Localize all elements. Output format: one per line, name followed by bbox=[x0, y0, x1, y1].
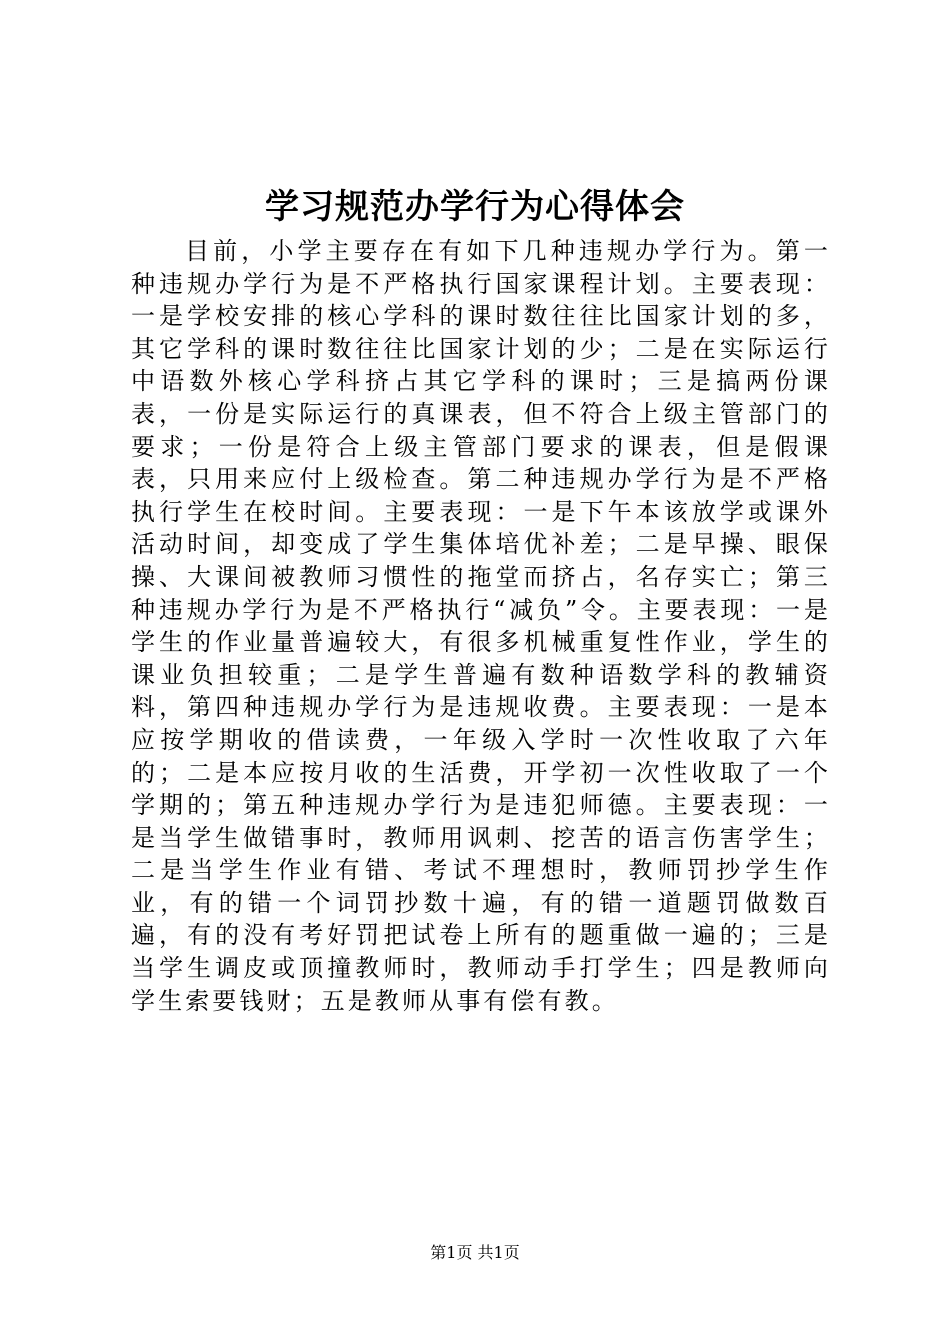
body-paragraph: 目前，小学主要存在有如下几种违规办学行为。第一种违规办学行为是不严格执行国家课程计划。主要表现：一是学校安排的核心学科的课时数往往比国家计划的多，其它学科的课时数往往比国家计划的少；二是在实际运行中语数外核心学科挤占其它学科的课时；三是搞两份课表，一份是实际运行的真课表，但不符合上级主管部门的要求；一份是符合上级主管部门要求的课表，但是假课表，只用来应付上级检查。第二种违规办学行为是不严格执行学生在校时间。主要表现：一是下午本该放学或课外活动时间，却变成了学生集体培优补差；二是早操、眼保操、大课间被教师习惯性的拖堂而挤占，名存实亡；第三种违规办学行为是不严格执行“减负”令。主要表现：一是学生的作业量普遍较大，有很多机械重复性作业，学生的课业负担较重；二是学生普遍有数种语数学科的教辅资料，第四种违规办学行为是违规收费。主要表现：一是本应按学期收的借读费，一年级入学时一次性收取了六年的；二是本应按月收的生活费，开学初一次性收取了一个学期的；第五种违规办学行为是违犯师德。主要表现：一是当学生做错事时，教师用讽刺、挖苦的语言伤害学生；二是当学生作业有错、考试不理想时，教师罚抄学生作业，有的错一个词罚抄数十遍，有的错一道题罚做数百遍，有的没有考好罚把试卷上所有的题重做一遍的；三是当学生调皮或顶撞教师时，教师动手打学生；四是教师向学生索要钱财；五是教师从事有偿有教。 bbox=[131, 237, 831, 1015]
page-footer: 第1页 共1页 bbox=[430, 1243, 520, 1262]
document-title: 学习规范办学行为心得体会 bbox=[265, 187, 685, 227]
